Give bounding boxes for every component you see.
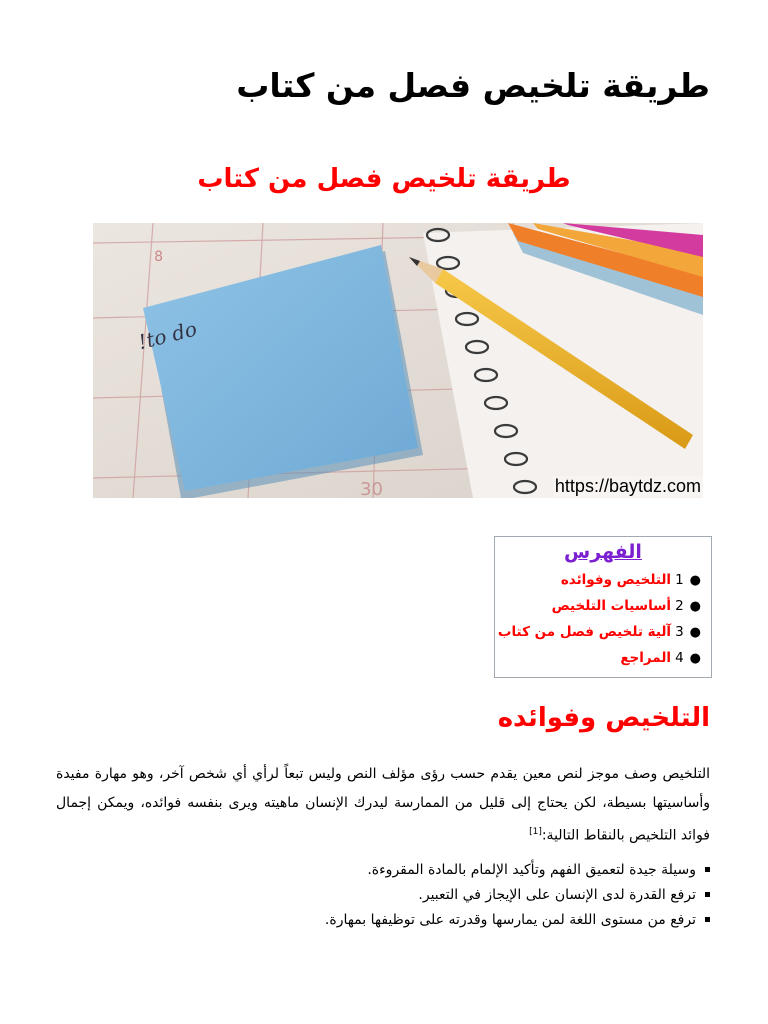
list-item-text: ترفع من مستوى اللغة لمن يمارسها وقدرته على توظيفها بمهارة. (324, 912, 696, 928)
square-bullet-icon (705, 867, 710, 872)
list-item (56, 908, 710, 933)
section-paragraph (56, 760, 710, 851)
toc-title[interactable]: الفهرس (564, 541, 642, 563)
article-subtitle: طريقة تلخيص فصل من كتاب (197, 164, 571, 194)
photo-illustration (93, 223, 703, 498)
page-title: طريقة تلخيص فصل من كتاب (236, 66, 710, 105)
toc-list (495, 567, 711, 671)
bullet-icon: ● (689, 625, 701, 640)
toc-item-number: 1 (675, 572, 684, 588)
table-of-contents (494, 536, 712, 678)
list-item (56, 858, 710, 883)
calendar-number: 8 (154, 249, 163, 265)
article-photo (93, 223, 703, 498)
toc-item[interactable] (495, 593, 701, 619)
list-item-text: وسيلة جيدة لتعميق الفهم وتأكيد الإلمام بالمادة المقروءة. (367, 862, 696, 878)
toc-item-link[interactable]: المراجع (620, 650, 672, 666)
note-text: to do! (135, 316, 200, 355)
list-item (56, 883, 710, 908)
toc-item[interactable] (495, 619, 701, 645)
square-bullet-icon (705, 892, 710, 897)
toc-item-number: 3 (675, 624, 684, 640)
bullet-icon: ● (689, 651, 701, 666)
toc-item[interactable] (495, 567, 701, 593)
square-bullet-icon (705, 917, 710, 922)
toc-item-link[interactable]: أساسيات التلخيص (551, 598, 672, 614)
toc-item[interactable] (495, 645, 701, 671)
benefits-list (56, 858, 710, 933)
toc-item-number: 4 (675, 650, 684, 666)
toc-item-link[interactable]: التلخيص وفوائده (560, 572, 672, 588)
section-heading: التلخيص وفوائده (497, 703, 710, 733)
bullet-icon: ● (689, 573, 701, 588)
image-watermark: https://baytdz.com (554, 476, 701, 496)
toc-item-link[interactable]: آلية تلخيص فصل من كتاب (497, 624, 672, 640)
bullet-icon: ● (689, 599, 701, 614)
toc-item-number: 2 (675, 598, 684, 614)
calendar-number: 30 (360, 479, 383, 498)
list-item-text: ترفع القدرة لدى الإنسان على الإيجاز في التعبير. (418, 887, 696, 903)
paragraph-text: التلخيص وصف موجز لنص معين يقدم حسب رؤى مؤلف النص وليس تبعاً لرأي أي شخص آخر، وهو مهارة مفيدة وأساسيتها بسيطة، لكن يحتاج إلى قليل من الممارسة ليدرك الإنسان ماهيته ويرى بنفسه فوائده، ويمكن إجمال فوائد التلخيص بالنقاط التالية: (56, 766, 710, 844)
citation-link[interactable]: [1] (529, 827, 542, 837)
